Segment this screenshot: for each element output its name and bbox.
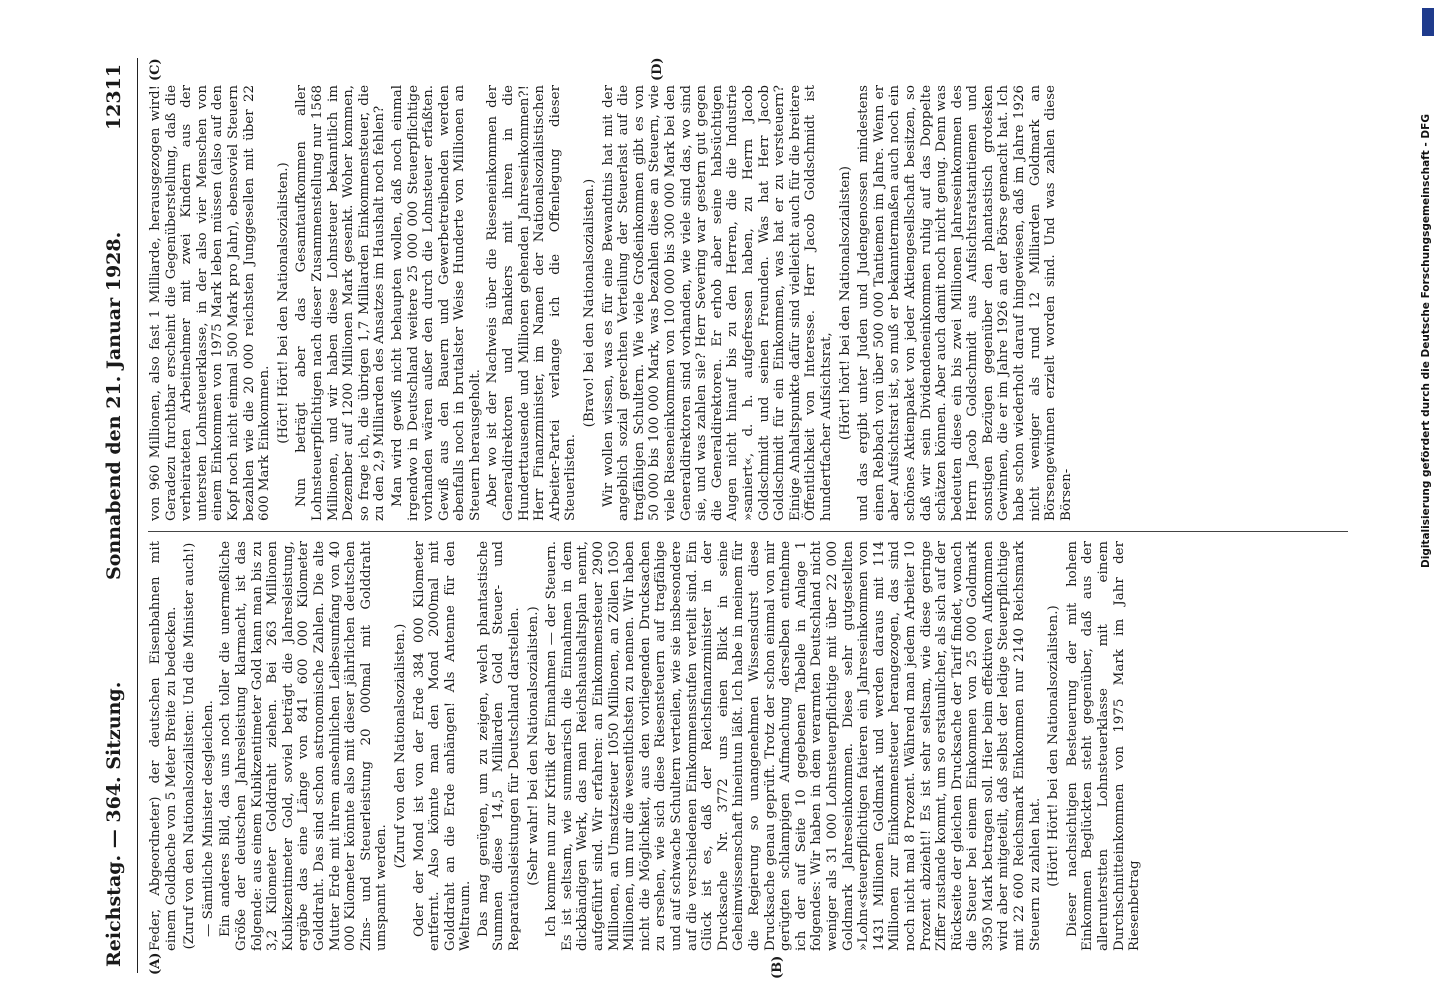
- rotated-document-page: [90, 57, 1360, 979]
- margin-marker-b: (B): [770, 955, 785, 979]
- paragraph: Das mag genügen, um zu zeigen, welch phantastische Summen diese 14,5 Milliarden Gold Steuer- und Reparationsleistungen für Deutschland darstellen.: [475, 541, 523, 951]
- paragraph: Dieser nachsichtigen Besteuerung der mit hohem Einkommen Beglückten steht gegenüber, daß aus der allerunterstten Lohnsteuerklasse mit einem Durchschnitteinkommen von 1975 Mark im Jahr der Riesenbetrag: [1064, 541, 1143, 951]
- header-date: Sonnabend den 21. Januar 1928.: [102, 231, 125, 581]
- interjection: (Zuruf von den Nationalsozialisten: Und die Minister auch!): [182, 542, 198, 950]
- paragraph: Nun beträgt aber das Gesamtaufkommen aller Lohnsteuerpflichtigen nach dieser Zusammenstellung nur 1568 Millionen, und wir haben diese Lohnsteuer bekanntlich im Dezember auf 1200 Millionen Mark gesenkt. Woher kommen, so frage ich, die übrigen 1,7 Milliarden Einkommensteuer, die zu den 2,9 Milliarden des Ansatzes im Haushalt noch fehlen?: [294, 85, 388, 521]
- paragraph: Aber wo ist der Nachweis über die Rieseneinkommen der Generaldirektoren und Bankiers mit ihren in die Hunderttausende und Millionen gehenden Jahreseinkommen?! Herr Finanzminister, im Namen der Nationalsozialistischen Arbeiter-Partei verlange ich die Offenlegung dieser Steuerlisten.: [485, 85, 579, 521]
- interjection: (Hört! Hört! bei den Nationalsozialisten.): [1046, 605, 1062, 887]
- header-left: Reichstag. — 364. Sitzung.: [102, 681, 125, 967]
- digitization-credit: [1420, 8, 1434, 988]
- column-divider: [148, 531, 1348, 532]
- credit-text: Digitalisierung gefördert durch die Deutsche Forschungsgemeinschaft - DFG: [1420, 114, 1432, 568]
- interjection: (Sehr wahr! bei den Nationalsozialisten.): [525, 606, 541, 886]
- paragraph: — Sämtliche Minister desgleichen.: [200, 700, 216, 937]
- left-column: [148, 541, 1145, 951]
- page-number: 12311: [102, 64, 125, 131]
- interjection: (Hört! hört! bei den Nationalsozialisten): [837, 165, 853, 441]
- right-column: [148, 85, 1076, 521]
- paragraph: Oder der Mond ist von der Erde 384 000 Kilometer entfernt. Also könnte man den Mond 2000mal mit Golddraht an die Erde anhängen! Als Antenne für den Weltraum.: [411, 541, 474, 951]
- interjection: (Bravo! bei den Nationalsozialisten.): [582, 178, 598, 428]
- paragraph: und das ergibt unter Juden und Judengenossen mindestens einen Rebbach von über 500 000 Tantiemen im Jahre. Wenn er aber Aufsichtsrat ist, so muß er bekanntermaßen auch noch ein schönes Aktienpaket von jeder Aktiengesellschaft besitzen, so daß wir sein Dividendeneinkommen ruhig auf das Doppelte schätzen können. Aber auch damit noch nicht genug. Denn was bedeuten diese ein bis zwei Millionen Jahreseinkommen des Herrn Jacob Goldschmidt aus Aufsichtsratstantiemen und sonstigen Bezügen gegenüber den phantastisch grotesken Gewinnen, die er im Jahre 1926 an der Börse gemacht hat. Ich habe schon wiederholt darauf hingewiesen, daß im Jahre 1926 nicht weniger als rund 12 Milliarden Goldmark an Börsengewinnen erzielt worden sind. Und was zahlen diese Börsen-: [856, 85, 1074, 521]
- margin-marker-c: (C): [148, 58, 163, 81]
- margin-marker-d: (D): [650, 57, 665, 81]
- paragraph: Wir wollen wissen, was es für eine Bewandtnis hat mit der angeblich sozial gerechten Verteilung der Steuerlast auf die tragfähigen Schultern. Wie viele Großeinkommen gibt es von 50 000 bis 100 000 Mark, was bezahlen diese an Steuern, wie viele Rieseneinkommen von 100 000 bis 300 000 Mark bei den Generaldirektoren sind vorhanden, wie viele sind das, wo sind sie, und was zahlen sie? Herr Severing war gestern gut gegen die Generaldirektoren. Er erhob aber seine habsüchtigen Augen nicht hinauf bis zu den Herren, die die Industrie »saniert«, d. h. aufgefressen haben, zu Herrn Jacob Goldschmidt und seinen Freunden. Was hat Herr Jacob Goldschmidt für ein Einkommen, was hat er zu versteuern? Einige Anhaltspunkte dafür sind vielleicht auch für die breitere Öffentlichkeit von Interesse. Herr Jacob Goldschmidt ist hundertfacher Aufsichtsrat,: [600, 85, 834, 521]
- paragraph: Ich komme nun zur Kritik der Einnahmen — der Steuern. Es ist seltsam, wie summarisch die Einnahmen in dem dickbändigen Werk, das man Reichshaushaltsplan nennt, aufgeführt sind. Wir erfahren: an Einkommensteuer 2900 Millionen, an Umsatzsteuer 1050 Millionen, an Zöllen 1050 Millionen, um nur die wesentlichsten zu nennen. Wir haben nicht die Möglichkeit, aus den vorliegenden Drucksachen zu ersehen, wie sich diese Riesensteuern auf tragfähige und auf schwache Schultern verteilen, wie sie insbesondere auf die verschiedenen Einkommensstufen verteilt sind. Ein Glück ist es, daß der Reichsfinanzminister in der Drucksache Nr. 3772 uns einen Blick in seine Geheimwissenschaft hineintun läßt. Ich habe in meinem für die Regierung so unangenehmen Wissensdurst diese Drucksache genau geprüft. Trotz der schon einmal von mir gerügten schlampigen Aufmachung derselben entnehme ich der auf Seite 10 gegebenen Tabelle in Anlage 1 folgendes: Wir haben in dem verarmten Deutschland nicht weniger als 31 000 Lohnsteuerpflichtige mit über 22 000 Goldmark Jahreseinkommen. Diese sehr gutgestellten »Lohn«steuerpflichtigen fatieren ein Jahreseinkommen von 1431 Millionen Goldmark und werden daraus mit 114 Millionen zur Einkommensteuer herangezogen, das sind noch nicht mal 8 Prozent. Während man jedem Arbeiter 10 Prozent abzieht!! Es ist sehr seltsam, wie diese geringe Ziffer zustande kommt, um so erstaunlicher, als sich auf der Rückseite der gleichen Drucksache der Tarif findet, wonach die Steuer bei einem Einkommen von 25 000 Goldmark 3950 Mark betragen soll. Hier beim effektiven Aufkommen wird aber mitgeteilt, daß selbst der ledige Steuerpflichtige mit 22 600 Reichsmark Einkommen nur 2140 Reichsmark Steuern zu zahlen hat.: [544, 541, 1043, 951]
- page-header: [90, 58, 138, 973]
- paragraph: Man wird gewiß nicht behaupten wollen, daß noch einmal irgendwo in Deutschland weitere 25 000 000 Steuerpflichtige vorhanden wären außer den durch die Lohnsteuer erfaßten. Gewiß aus den Bauern und Gewerbetreibenden werden ebenfalls noch in brutalster Weise Hunderte von Millionen an Steuern herausgeholt.: [389, 85, 483, 521]
- paragraph: von 960 Millionen, also fast 1 Milliarde, herausgezogen wird! Geradezu furchtbar erscheint die Gegenüberstellung, daß die verheirateten Arbeitnehmer mit zwei Kindern aus der untersten Lohnsteuerklasse, in der also vier Menschen von einem Einkommen von 1975 Mark leben müssen (also auf den Kopf noch nicht einmal 500 Mark pro Jahr), ebensoviel Steuern bezahlen wie die 20 000 reichsten Junggesellen mit über 22 600 Mark Einkommen.: [148, 85, 273, 521]
- margin-marker-a: (A): [148, 952, 163, 975]
- interjection: (Zuruf von den Nationalsozialisten.): [392, 623, 408, 869]
- paragraph: Ein anderes Bild, das uns noch toller die unermeßliche Größe der deutschen Jahresleistung klarmacht, ist das folgende: aus einem Kubikzentimeter Gold kann man bis zu 3,2 Kilometer Golddraht ziehen. Bei 263 Millionen Kubikzentimeter Gold, soviel beträgt die Jahresleistung, ergäbe das eine Länge von 841 600 000 Kilometer Golddraht. Das sind schon astronomische Zahlen. Die alte Mutter Erde mit ihrem ansehnlichen Leibesumfang von 40 000 Kilometer könnte also mit dieser jährlichen deutschen Zins- und Steuerleistung 20 000mal mit Golddraht umspannt werden.: [218, 541, 390, 951]
- interjection: (Hört! Hört! bei den Nationalsozialisten.): [275, 162, 291, 444]
- paragraph: Feder, Abgeordneter) der deutschen Eisenbahnen mit einem Goldbache von 5 Meter Breite zu bedecken.: [148, 541, 179, 951]
